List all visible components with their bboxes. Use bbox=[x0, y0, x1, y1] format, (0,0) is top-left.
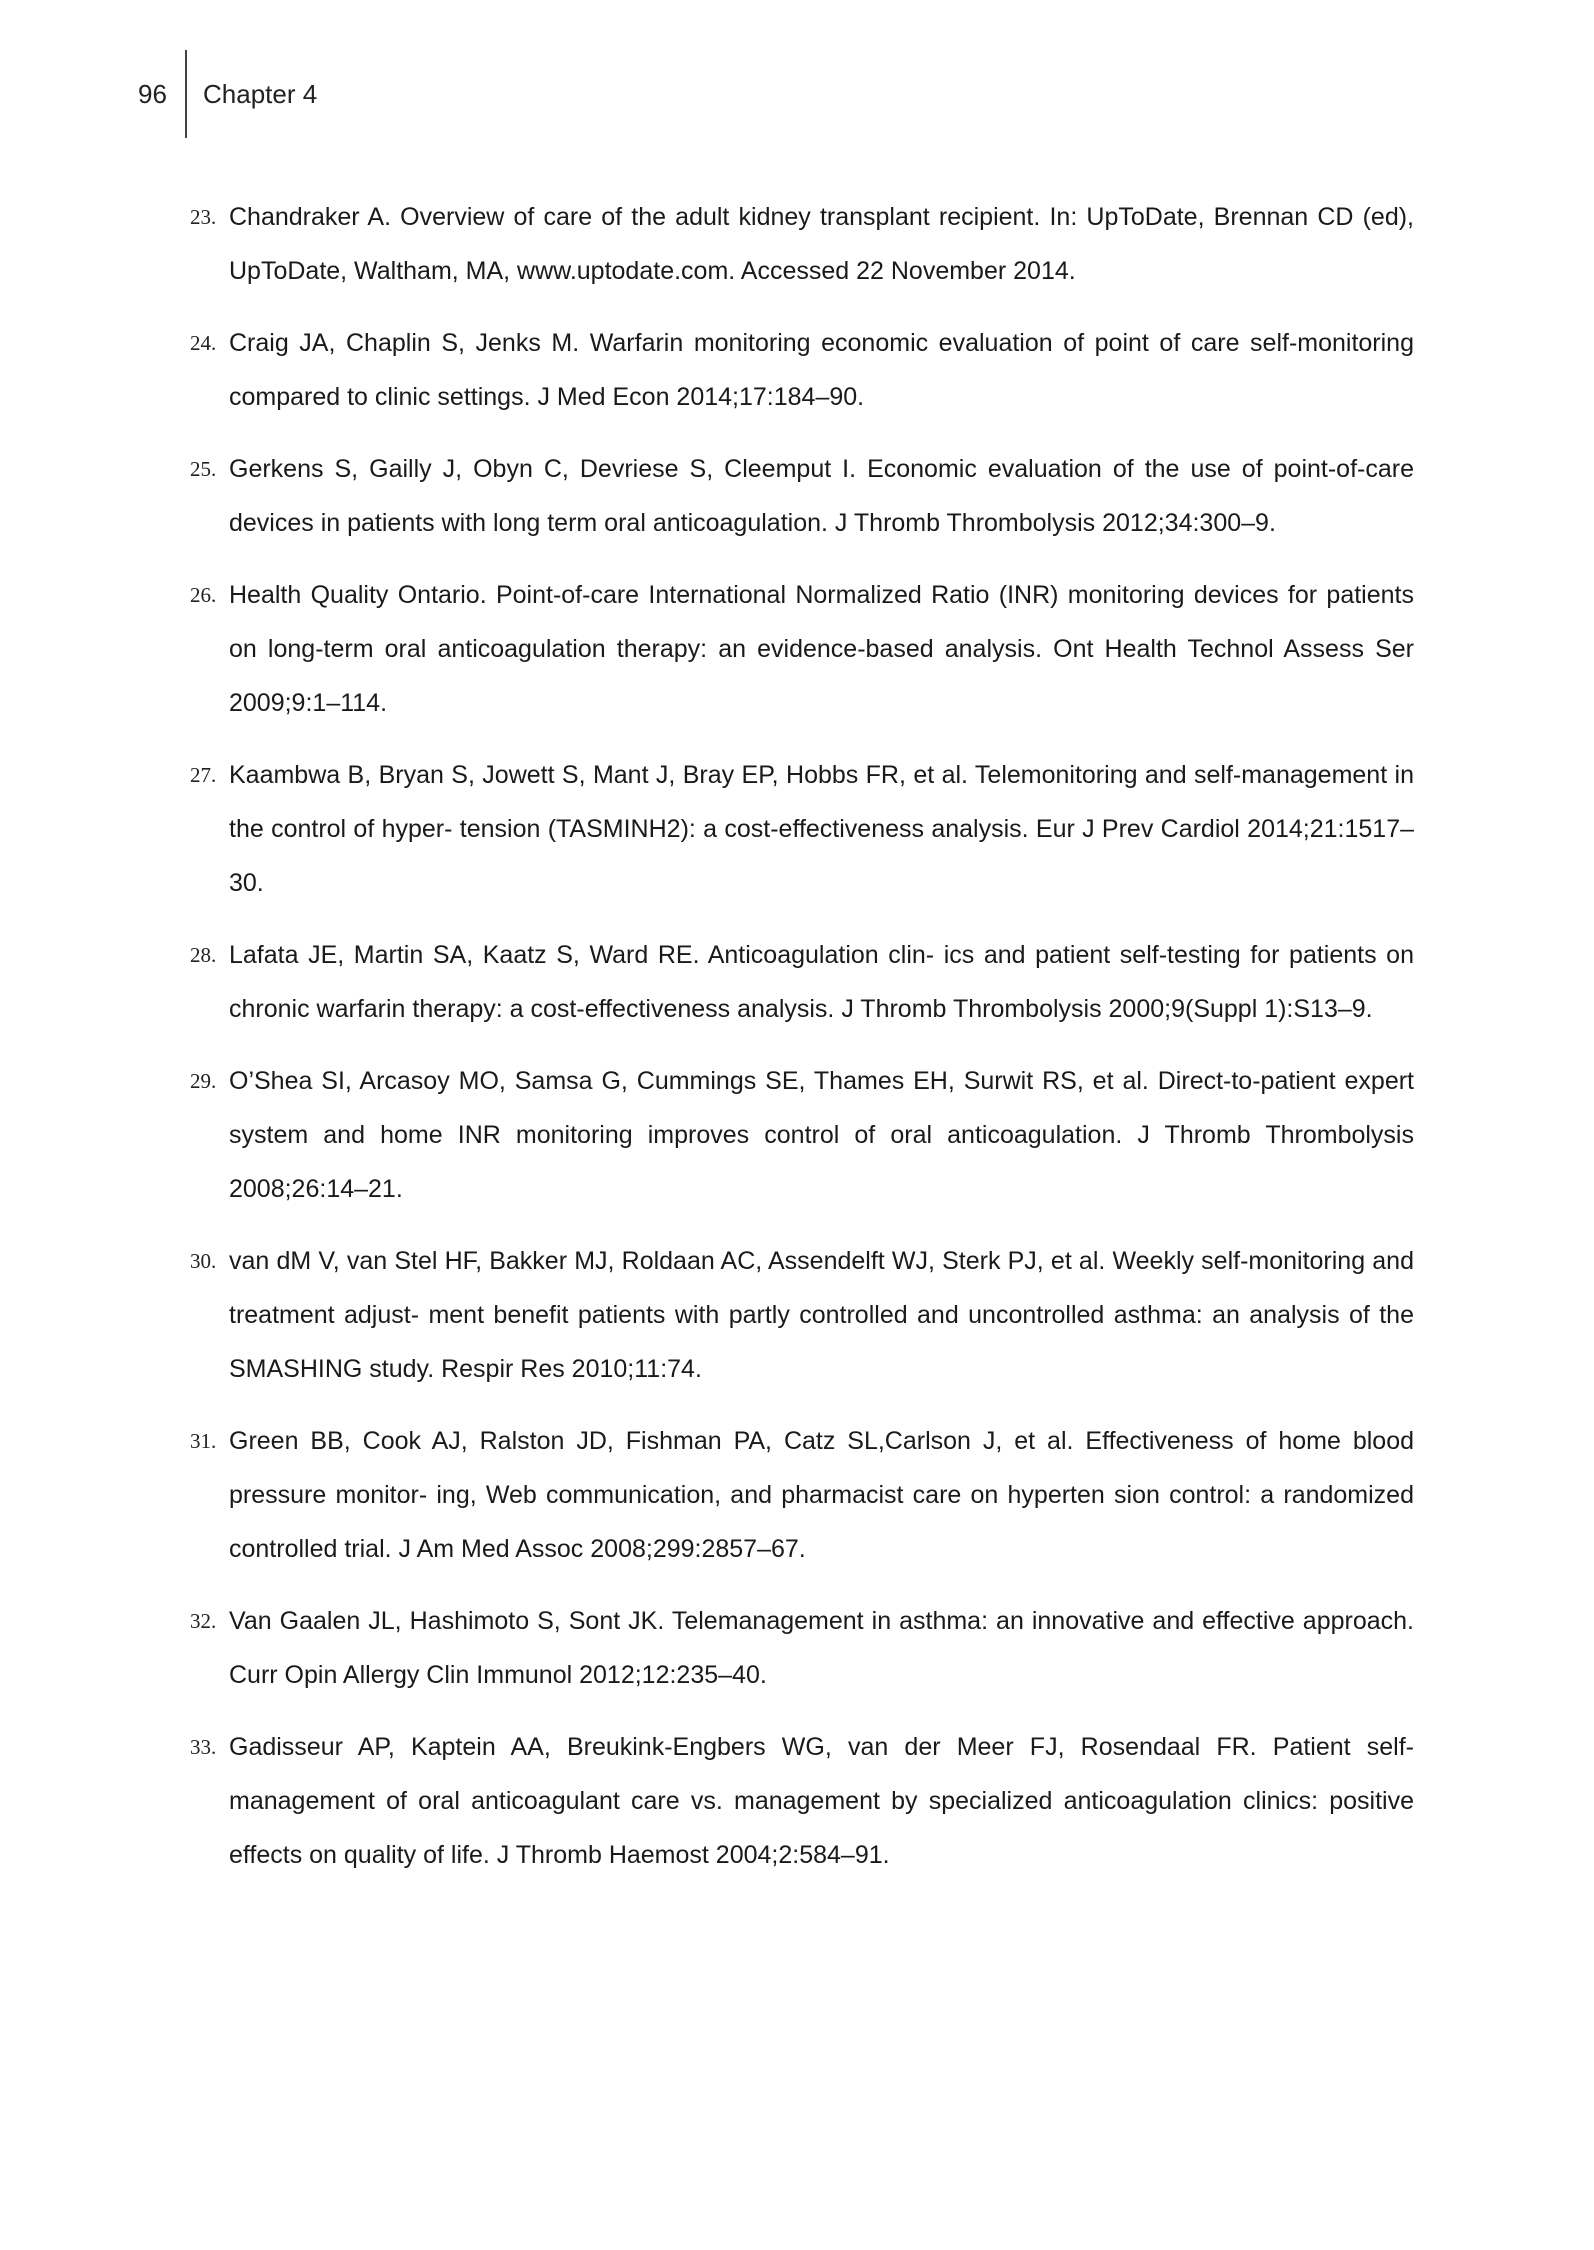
reference-text: Gadisseur AP, Kaptein AA, Breukink-Engbers WG, van der Meer FJ, Rosendaal FR. Patient self-management of oral anticoagulant care vs. management by specialized anticoagulation clinics: positive effects on quality of life. J Thromb Haemost 2004;2:584–91. bbox=[229, 1733, 1414, 1869]
reference-number: 28. bbox=[190, 943, 217, 967]
reference-text: Chandraker A. Overview of care of the adult kidney transplant recipient. In: UpToDate, Brennan CD (ed), UpToDate, Waltham, MA, www.uptodate.com. Accessed 22 November 2014. bbox=[229, 203, 1414, 285]
chapter-title: Chapter 4 bbox=[203, 79, 318, 109]
reference-item bbox=[0, 1054, 1414, 1216]
reference-text: Kaambwa B, Bryan S, Jowett S, Mant J, Bray EP, Hobbs FR, et al. Telemonitoring and self-management in the control of hyper- tension (TASMINH2): a cost-effectiveness analysis. Eur J Prev Cardiol 2014;21:1517–30. bbox=[229, 761, 1414, 897]
reference-item bbox=[0, 748, 1414, 910]
reference-text: Craig JA, Chaplin S, Jenks M. Warfarin monitoring economic evaluation of point of care self-monitoring compared to clinic settings. J Med Econ 2014;17:184–90. bbox=[229, 329, 1414, 411]
reference-text: O’Shea SI, Arcasoy MO, Samsa G, Cummings SE, Thames EH, Surwit RS, et al. Direct-to-patient expert system and home INR monitoring improves control of oral anticoagulation. J Thromb Thrombolysis 2008;26:14–21. bbox=[229, 1067, 1414, 1203]
reference-number: 30. bbox=[190, 1249, 217, 1273]
reference-number: 29. bbox=[190, 1069, 217, 1093]
reference-item bbox=[0, 190, 1414, 298]
reference-number: 25. bbox=[190, 457, 217, 481]
page-header bbox=[0, 50, 1594, 140]
reference-number: 23. bbox=[190, 205, 217, 229]
reference-item bbox=[0, 1234, 1414, 1396]
header-divider bbox=[185, 50, 187, 138]
reference-text: Van Gaalen JL, Hashimoto S, Sont JK. Telemanagement in asthma: an innovative and effective approach. Curr Opin Allergy Clin Immunol 2012;12:235–40. bbox=[229, 1607, 1414, 1689]
reference-item bbox=[0, 1720, 1414, 1882]
reference-item bbox=[0, 442, 1414, 550]
reference-text: Health Quality Ontario. Point-of-care International Normalized Ratio (INR) monitoring devices for patients on long-term oral anticoagulation therapy: an evidence-based analysis. Ont Health Technol Assess Ser 2009;9:1–114. bbox=[229, 581, 1414, 717]
reference-number: 33. bbox=[190, 1735, 217, 1759]
reference-number: 26. bbox=[190, 583, 217, 607]
reference-item bbox=[0, 316, 1414, 424]
reference-text: Lafata JE, Martin SA, Kaatz S, Ward RE. Anticoagulation clin- ics and patient self-testing for patients on chronic warfarin therapy: a cost-effectiveness analysis. J Thromb Thrombolysis 2000;9(Suppl 1):S13–9. bbox=[229, 941, 1414, 1023]
reference-number: 24. bbox=[190, 331, 217, 355]
reference-list bbox=[0, 190, 1594, 1900]
reference-number: 32. bbox=[190, 1609, 217, 1633]
reference-number: 27. bbox=[190, 763, 217, 787]
reference-number: 31. bbox=[190, 1429, 217, 1453]
reference-item bbox=[0, 1414, 1414, 1576]
page-number: 96 bbox=[138, 79, 167, 109]
reference-text: Gerkens S, Gailly J, Obyn C, Devriese S, Cleemput I. Economic evaluation of the use of point-of-care devices in patients with long term oral anticoagulation. J Thromb Thrombolysis 2012;34:300–9. bbox=[229, 455, 1414, 537]
reference-item bbox=[0, 568, 1414, 730]
reference-item bbox=[0, 1594, 1414, 1702]
reference-item bbox=[0, 928, 1414, 1036]
reference-text: van dM V, van Stel HF, Bakker MJ, Roldaan AC, Assendelft WJ, Sterk PJ, et al. Weekly self-monitoring and treatment adjust- ment benefit patients with partly controlled and uncontrolled asthma: an analysis of the SMASHING study. Respir Res 2010;11:74. bbox=[229, 1247, 1414, 1383]
reference-text: Green BB, Cook AJ, Ralston JD, Fishman PA, Catz SL,Carlson J, et al. Effectiveness of home blood pressure monitor- ing, Web communication, and pharmacist care on hyperten sion control: a randomized controlled trial. J Am Med Assoc 2008;299:2857–67. bbox=[229, 1427, 1414, 1563]
